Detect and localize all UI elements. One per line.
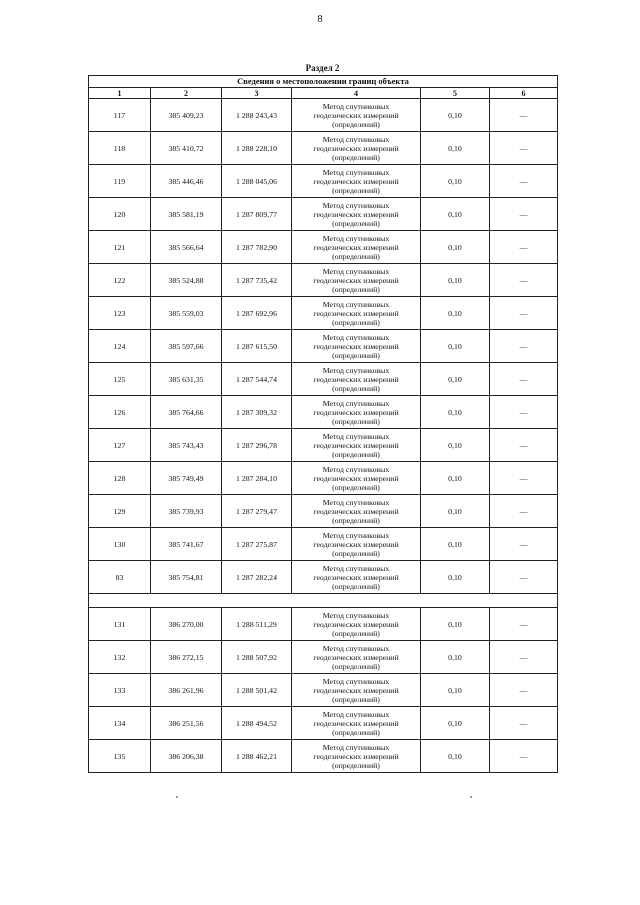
method-line: геодезических измерений	[313, 539, 399, 549]
table-row	[89, 608, 558, 641]
separator-cell	[89, 594, 558, 608]
method-line: Метод спутниковых	[322, 398, 390, 408]
coord-x: 385 597,66	[151, 330, 222, 363]
method-line: (определений)	[332, 152, 380, 162]
table-row	[89, 740, 558, 773]
method-line: геодезических измерений	[313, 685, 399, 695]
point-number: 123	[89, 297, 151, 330]
method-line: Метод спутниковых	[322, 742, 390, 752]
description: —	[490, 561, 558, 594]
accuracy: 0,10	[421, 198, 490, 231]
point-number: 128	[89, 462, 151, 495]
coord-y: 1 287 615,50	[222, 330, 292, 363]
method-line: (определений)	[332, 760, 380, 770]
method-cell	[292, 198, 421, 231]
description: —	[490, 99, 558, 132]
description: —	[490, 674, 558, 707]
coord-x: 385 409,23	[151, 99, 222, 132]
description: —	[490, 608, 558, 641]
description: —	[490, 707, 558, 740]
scan-speck	[470, 796, 472, 798]
method-line: Метод спутниковых	[322, 266, 390, 276]
accuracy: 0,10	[421, 495, 490, 528]
table-row	[89, 528, 558, 561]
coord-x: 385 524,88	[151, 264, 222, 297]
point-number: 119	[89, 165, 151, 198]
table-row	[89, 132, 558, 165]
coord-x: 386 206,38	[151, 740, 222, 773]
method-cell	[292, 528, 421, 561]
coord-y: 1 287 544,74	[222, 363, 292, 396]
method-line: (определений)	[332, 581, 380, 591]
section-title: Раздел 2	[305, 63, 340, 73]
coord-y: 1 287 692,96	[222, 297, 292, 330]
description: —	[490, 330, 558, 363]
method-line: Метод спутниковых	[322, 167, 390, 177]
description: —	[490, 165, 558, 198]
method-cell	[292, 165, 421, 198]
coord-x: 385 446,46	[151, 165, 222, 198]
method-line: геодезических измерений	[313, 506, 399, 516]
coord-x: 386 270,00	[151, 608, 222, 641]
coord-y: 1 287 782,90	[222, 231, 292, 264]
method-line: геодезических измерений	[313, 143, 399, 153]
coord-x: 385 749,49	[151, 462, 222, 495]
method-line: (определений)	[332, 317, 380, 327]
coord-y: 1 287 284,10	[222, 462, 292, 495]
method-line: (определений)	[332, 482, 380, 492]
method-line: (определений)	[332, 694, 380, 704]
point-number: 132	[89, 641, 151, 674]
method-line: (определений)	[332, 251, 380, 261]
point-number: 129	[89, 495, 151, 528]
method-line: Метод спутниковых	[322, 464, 390, 474]
table-row	[89, 165, 558, 198]
coord-y: 1 288 462,21	[222, 740, 292, 773]
coord-y: 1 287 275,87	[222, 528, 292, 561]
accuracy: 0,10	[421, 429, 490, 462]
method-line: Метод спутниковых	[322, 610, 390, 620]
method-line: Метод спутниковых	[322, 332, 390, 342]
table-row	[89, 363, 558, 396]
description: —	[490, 363, 558, 396]
table-row	[89, 297, 558, 330]
coord-x: 385 754,81	[151, 561, 222, 594]
accuracy: 0,10	[421, 297, 490, 330]
description: —	[490, 740, 558, 773]
accuracy: 0,10	[421, 99, 490, 132]
accuracy: 0,10	[421, 363, 490, 396]
point-number: 125	[89, 363, 151, 396]
coord-y: 1 288 243,43	[222, 99, 292, 132]
point-number: 131	[89, 608, 151, 641]
point-number: 127	[89, 429, 151, 462]
method-line: Метод спутниковых	[322, 497, 390, 507]
group-separator-row	[89, 594, 558, 608]
accuracy: 0,10	[421, 707, 490, 740]
coord-y: 1 288 494,52	[222, 707, 292, 740]
method-cell	[292, 462, 421, 495]
method-line: (определений)	[332, 350, 380, 360]
table-row	[89, 462, 558, 495]
method-line: (определений)	[332, 661, 380, 671]
method-line: Метод спутниковых	[322, 431, 390, 441]
accuracy: 0,10	[421, 641, 490, 674]
method-cell	[292, 674, 421, 707]
method-line: (определений)	[332, 218, 380, 228]
point-number: 118	[89, 132, 151, 165]
coord-y: 1 288 045,06	[222, 165, 292, 198]
table-row	[89, 429, 558, 462]
method-line: (определений)	[332, 449, 380, 459]
table-row	[89, 396, 558, 429]
coord-y: 1 287 282,24	[222, 561, 292, 594]
method-line: геодезических измерений	[313, 110, 399, 120]
description: —	[490, 297, 558, 330]
accuracy: 0,10	[421, 264, 490, 297]
description: —	[490, 641, 558, 674]
coord-y: 1 288 501,42	[222, 674, 292, 707]
method-cell	[292, 396, 421, 429]
coord-y: 1 288 228,10	[222, 132, 292, 165]
method-line: Метод спутниковых	[322, 233, 390, 243]
method-line: геодезических измерений	[313, 374, 399, 384]
column-header: 2	[151, 88, 222, 99]
method-line: геодезических измерений	[313, 407, 399, 417]
coord-y: 1 288 507,92	[222, 641, 292, 674]
coord-x: 385 559,03	[151, 297, 222, 330]
table-row	[89, 264, 558, 297]
method-line: геодезических измерений	[313, 341, 399, 351]
description: —	[490, 396, 558, 429]
accuracy: 0,10	[421, 462, 490, 495]
method-line: Метод спутниковых	[322, 365, 390, 375]
method-cell	[292, 495, 421, 528]
method-line: геодезических измерений	[313, 242, 399, 252]
column-header: 5	[421, 88, 490, 99]
method-line: (определений)	[332, 383, 380, 393]
accuracy: 0,10	[421, 165, 490, 198]
description: —	[490, 231, 558, 264]
point-number: 130	[89, 528, 151, 561]
table-row	[89, 198, 558, 231]
description: —	[490, 462, 558, 495]
method-line: геодезических измерений	[313, 652, 399, 662]
table-row	[89, 707, 558, 740]
coord-x: 386 272,15	[151, 641, 222, 674]
table-title: Сведения о местоположении границ объекта	[89, 76, 558, 88]
method-cell	[292, 297, 421, 330]
table-row	[89, 330, 558, 363]
method-cell	[292, 608, 421, 641]
point-number: 117	[89, 99, 151, 132]
accuracy: 0,10	[421, 561, 490, 594]
method-line: геодезических измерений	[313, 176, 399, 186]
coord-x: 385 764,66	[151, 396, 222, 429]
method-line: (определений)	[332, 185, 380, 195]
coord-y: 1 287 735,42	[222, 264, 292, 297]
method-line: (определений)	[332, 628, 380, 638]
method-line: (определений)	[332, 284, 380, 294]
table-row	[89, 495, 558, 528]
accuracy: 0,10	[421, 528, 490, 561]
point-number: 135	[89, 740, 151, 773]
coord-x: 385 631,35	[151, 363, 222, 396]
point-number: 122	[89, 264, 151, 297]
method-cell	[292, 231, 421, 264]
method-cell	[292, 641, 421, 674]
column-header: 4	[292, 88, 421, 99]
coord-x: 385 743,43	[151, 429, 222, 462]
method-cell	[292, 330, 421, 363]
method-cell	[292, 740, 421, 773]
description: —	[490, 132, 558, 165]
method-line: Метод спутниковых	[322, 643, 390, 653]
method-line: Метод спутниковых	[322, 563, 390, 573]
method-cell	[292, 707, 421, 740]
accuracy: 0,10	[421, 132, 490, 165]
description: —	[490, 264, 558, 297]
column-header: 3	[222, 88, 292, 99]
point-number: 133	[89, 674, 151, 707]
method-cell	[292, 363, 421, 396]
coord-x: 386 261,96	[151, 674, 222, 707]
method-line: Метод спутниковых	[322, 200, 390, 210]
method-line: (определений)	[332, 515, 380, 525]
point-number: 121	[89, 231, 151, 264]
point-number: 120	[89, 198, 151, 231]
method-cell	[292, 561, 421, 594]
coord-x: 385 741,67	[151, 528, 222, 561]
method-line: геодезических измерений	[313, 718, 399, 728]
accuracy: 0,10	[421, 608, 490, 641]
method-line: Метод спутниковых	[322, 676, 390, 686]
coord-x: 385 739,93	[151, 495, 222, 528]
method-line: геодезических измерений	[313, 275, 399, 285]
point-number: 126	[89, 396, 151, 429]
method-line: (определений)	[332, 416, 380, 426]
accuracy: 0,10	[421, 330, 490, 363]
coord-x: 386 251,56	[151, 707, 222, 740]
accuracy: 0,10	[421, 674, 490, 707]
point-number: 134	[89, 707, 151, 740]
method-line: (определений)	[332, 727, 380, 737]
page-number: 8	[317, 14, 323, 25]
method-line: Метод спутниковых	[322, 709, 390, 719]
method-cell	[292, 132, 421, 165]
coord-y: 1 287 296,78	[222, 429, 292, 462]
coord-x: 385 566,64	[151, 231, 222, 264]
accuracy: 0,10	[421, 231, 490, 264]
coord-x: 385 410,72	[151, 132, 222, 165]
coord-y: 1 287 309,32	[222, 396, 292, 429]
table-row	[89, 674, 558, 707]
point-number: 124	[89, 330, 151, 363]
scan-speck	[176, 796, 178, 798]
table-row	[89, 99, 558, 132]
method-line: Метод спутниковых	[322, 134, 390, 144]
method-line: (определений)	[332, 119, 380, 129]
description: —	[490, 429, 558, 462]
table-row	[89, 641, 558, 674]
method-line: геодезических измерений	[313, 209, 399, 219]
method-line: геодезических измерений	[313, 308, 399, 318]
description: —	[490, 528, 558, 561]
table-row	[89, 231, 558, 264]
method-line: Метод спутниковых	[322, 530, 390, 540]
coord-x: 385 581,19	[151, 198, 222, 231]
accuracy: 0,10	[421, 740, 490, 773]
coord-y: 1 287 809,77	[222, 198, 292, 231]
method-line: геодезических измерений	[313, 473, 399, 483]
method-line: Метод спутниковых	[322, 101, 390, 111]
column-header: 1	[89, 88, 151, 99]
point-number: 83	[89, 561, 151, 594]
method-line: геодезических измерений	[313, 751, 399, 761]
method-cell	[292, 429, 421, 462]
accuracy: 0,10	[421, 396, 490, 429]
description: —	[490, 495, 558, 528]
column-header: 6	[490, 88, 558, 99]
description: —	[490, 198, 558, 231]
method-line: (определений)	[332, 548, 380, 558]
method-line: геодезических измерений	[313, 572, 399, 582]
method-line: Метод спутниковых	[322, 299, 390, 309]
method-cell	[292, 99, 421, 132]
coord-y: 1 288 511,29	[222, 608, 292, 641]
boundary-table	[88, 75, 558, 773]
coord-y: 1 287 279,47	[222, 495, 292, 528]
method-line: геодезических измерений	[313, 440, 399, 450]
method-line: геодезических измерений	[313, 619, 399, 629]
method-cell	[292, 264, 421, 297]
table-row	[89, 561, 558, 594]
